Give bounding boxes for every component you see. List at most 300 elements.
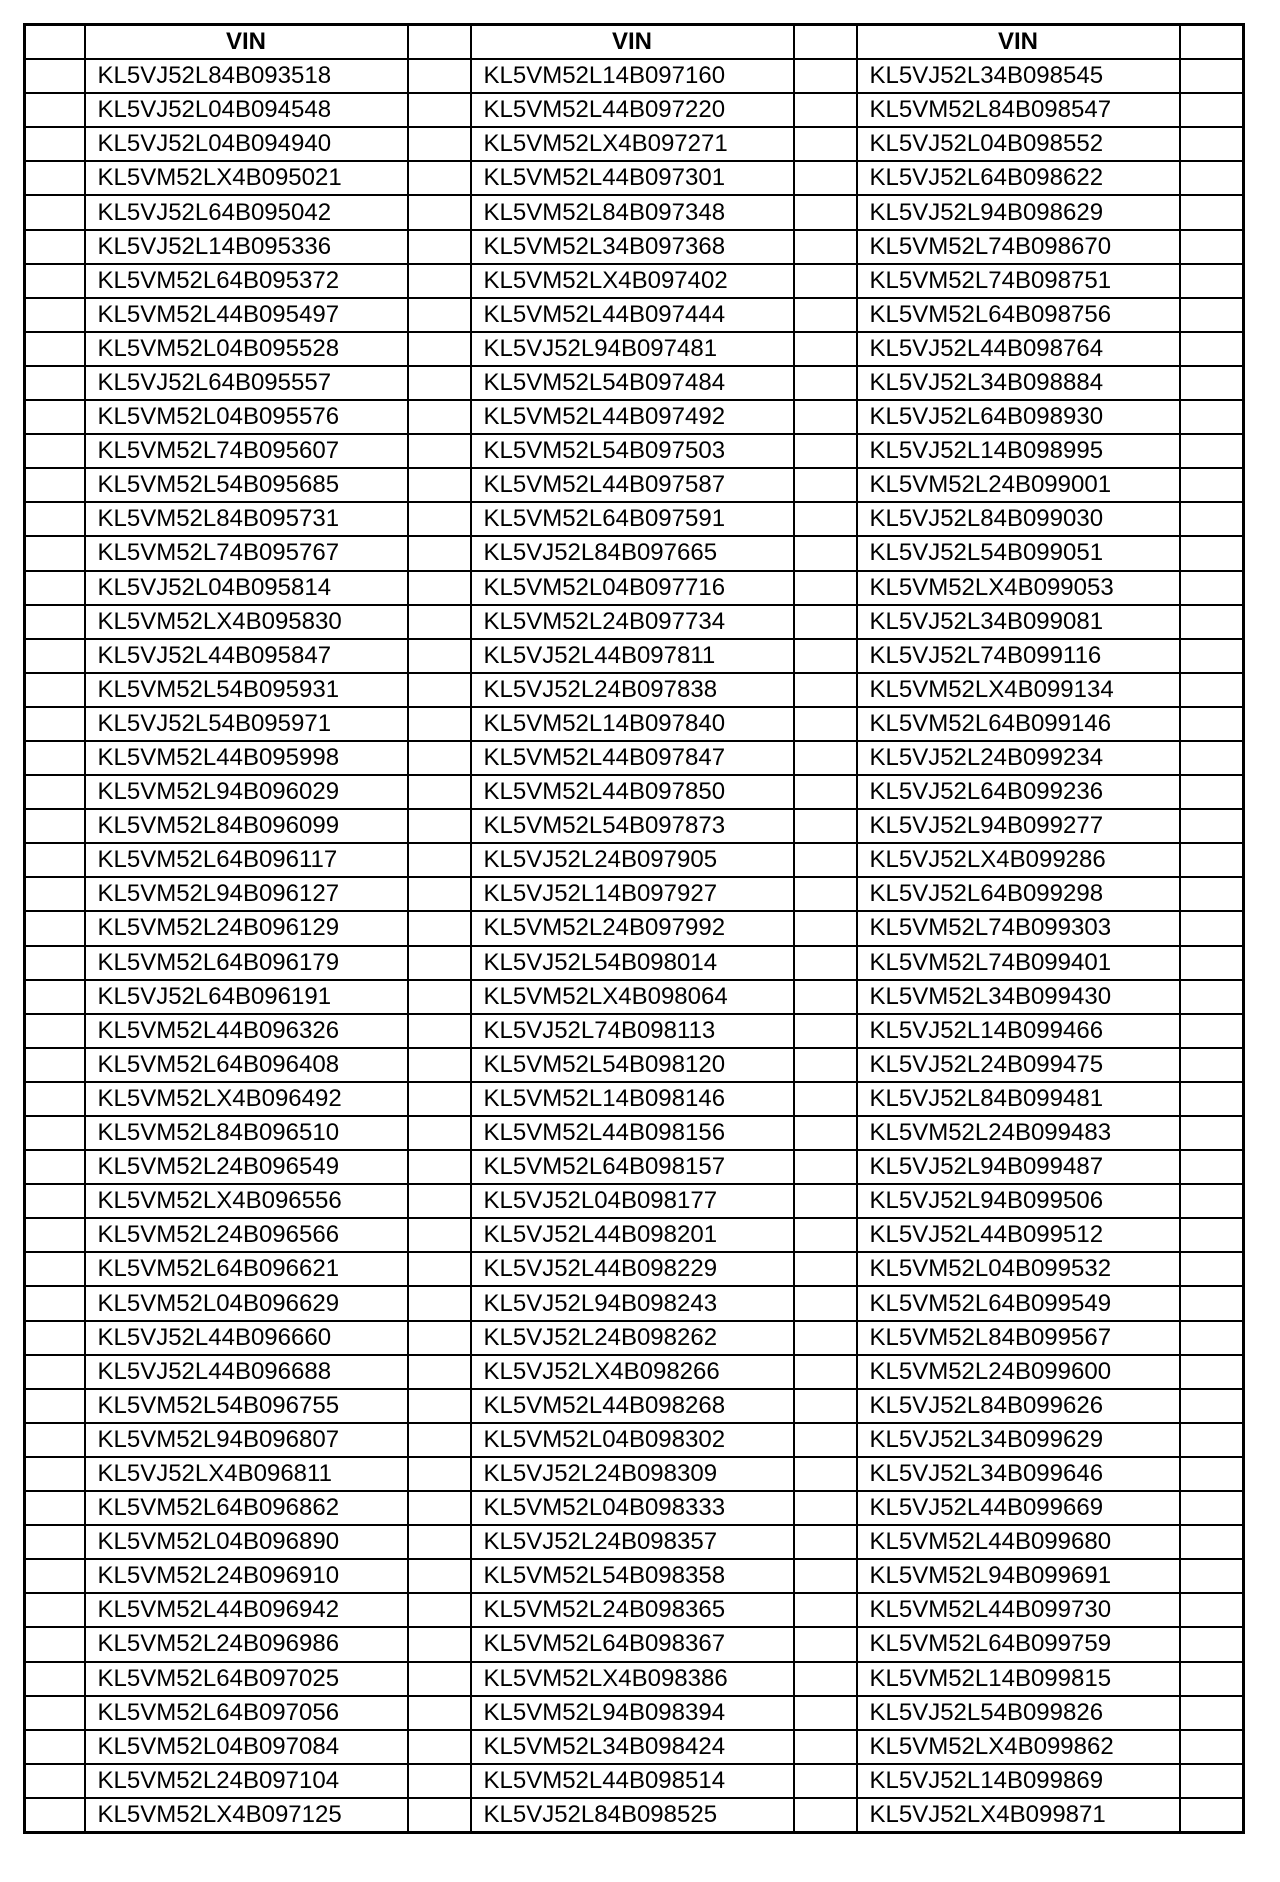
spacer-cell: [794, 775, 857, 809]
vin-cell: KL5VJ52L94B099487: [857, 1150, 1180, 1184]
table-row: [25, 1184, 1244, 1218]
spacer-cell: [408, 741, 471, 775]
spacer-cell: [1180, 264, 1244, 298]
spacer-cell: [408, 1286, 471, 1320]
spacer-cell: [794, 1457, 857, 1491]
vin-cell: KL5VJ52L64B096191: [85, 980, 408, 1014]
table-row: [25, 195, 1244, 229]
table-row: [25, 1730, 1244, 1764]
spacer-cell: [1180, 1252, 1244, 1286]
spacer-cell: [794, 1116, 857, 1150]
spacer-cell: [1180, 536, 1244, 570]
vin-cell: KL5VJ52L94B097481: [471, 332, 794, 366]
vin-cell: KL5VJ52L04B095814: [85, 571, 408, 605]
table-row: [25, 1457, 1244, 1491]
spacer-cell: [794, 1184, 857, 1218]
vin-cell: KL5VJ52L44B096660: [85, 1321, 408, 1355]
spacer-cell: [25, 1764, 85, 1798]
spacer-cell: [794, 25, 857, 60]
spacer-cell: [1180, 1321, 1244, 1355]
vin-cell: KL5VM52L74B098670: [857, 230, 1180, 264]
spacer-cell: [794, 93, 857, 127]
vin-cell: KL5VJ52L94B099277: [857, 809, 1180, 843]
vin-cell: KL5VM52L44B097301: [471, 161, 794, 195]
spacer-cell: [408, 400, 471, 434]
spacer-cell: [1180, 400, 1244, 434]
spacer-cell: [408, 1355, 471, 1389]
table-row: [25, 1014, 1244, 1048]
spacer-cell: [1180, 1048, 1244, 1082]
spacer-cell: [794, 1525, 857, 1559]
vin-cell: KL5VM52L04B095576: [85, 400, 408, 434]
spacer-cell: [408, 332, 471, 366]
table-row: [25, 741, 1244, 775]
table-row: [25, 332, 1244, 366]
vin-cell: KL5VM52L84B096099: [85, 809, 408, 843]
table-row: [25, 161, 1244, 195]
table-row: [25, 1662, 1244, 1696]
spacer-cell: [1180, 571, 1244, 605]
spacer-cell: [408, 707, 471, 741]
spacer-cell: [25, 1525, 85, 1559]
vin-cell: KL5VM52L44B099680: [857, 1525, 1180, 1559]
vin-cell: KL5VM52L24B097104: [85, 1764, 408, 1798]
spacer-cell: [25, 1116, 85, 1150]
vin-cell: KL5VM52L44B097587: [471, 468, 794, 502]
spacer-cell: [794, 1389, 857, 1423]
spacer-cell: [25, 1218, 85, 1252]
table-row: [25, 673, 1244, 707]
vin-cell: KL5VJ52L44B095847: [85, 639, 408, 673]
spacer-cell: [794, 264, 857, 298]
vin-cell: KL5VM52L14B098146: [471, 1082, 794, 1116]
vin-cell: KL5VM52L24B096566: [85, 1218, 408, 1252]
spacer-cell: [1180, 809, 1244, 843]
table-row: [25, 1286, 1244, 1320]
spacer-cell: [25, 434, 85, 468]
spacer-cell: [1180, 605, 1244, 639]
vin-cell: KL5VM52L24B099001: [857, 468, 1180, 502]
spacer-cell: [25, 741, 85, 775]
vin-cell: KL5VM52L64B099549: [857, 1286, 1180, 1320]
vin-cell: KL5VJ52L34B099629: [857, 1423, 1180, 1457]
vin-cell: KL5VM52L44B098156: [471, 1116, 794, 1150]
vin-cell: KL5VM52L24B097992: [471, 911, 794, 945]
table-row: [25, 1082, 1244, 1116]
vin-cell: KL5VJ52LX4B098266: [471, 1355, 794, 1389]
spacer-cell: [408, 502, 471, 536]
vin-cell: KL5VJ52L44B098229: [471, 1252, 794, 1286]
spacer-cell: [25, 1014, 85, 1048]
spacer-cell: [1180, 946, 1244, 980]
spacer-cell: [794, 1764, 857, 1798]
spacer-cell: [1180, 741, 1244, 775]
vin-cell: KL5VM52L24B098365: [471, 1593, 794, 1627]
spacer-cell: [1180, 502, 1244, 536]
vin-cell: KL5VM52LX4B095021: [85, 161, 408, 195]
spacer-cell: [794, 1286, 857, 1320]
spacer-cell: [794, 1662, 857, 1696]
spacer-cell: [1180, 673, 1244, 707]
vin-cell: KL5VJ52L24B099475: [857, 1048, 1180, 1082]
vin-cell: KL5VM52L94B096127: [85, 877, 408, 911]
spacer-cell: [408, 1252, 471, 1286]
table-row: [25, 1355, 1244, 1389]
spacer-cell: [1180, 1559, 1244, 1593]
spacer-cell: [408, 366, 471, 400]
vin-cell: KL5VJ52L84B097665: [471, 536, 794, 570]
vin-cell: KL5VJ52L84B098525: [471, 1798, 794, 1833]
spacer-cell: [1180, 1184, 1244, 1218]
spacer-cell: [794, 877, 857, 911]
vin-cell: KL5VJ52L24B098357: [471, 1525, 794, 1559]
spacer-cell: [25, 298, 85, 332]
spacer-cell: [25, 1355, 85, 1389]
spacer-cell: [1180, 980, 1244, 1014]
table-row: [25, 1764, 1244, 1798]
spacer-cell: [408, 1218, 471, 1252]
spacer-cell: [1180, 1355, 1244, 1389]
vin-cell: KL5VJ52L64B095557: [85, 366, 408, 400]
table-row: [25, 1559, 1244, 1593]
spacer-cell: [1180, 1286, 1244, 1320]
spacer-cell: [794, 434, 857, 468]
vin-cell: KL5VJ52L44B096688: [85, 1355, 408, 1389]
spacer-cell: [25, 639, 85, 673]
spacer-cell: [1180, 93, 1244, 127]
spacer-cell: [794, 468, 857, 502]
vin-cell: KL5VM52LX4B096492: [85, 1082, 408, 1116]
vin-cell: KL5VM52L24B096910: [85, 1559, 408, 1593]
vin-cell: KL5VM52L74B095607: [85, 434, 408, 468]
spacer-cell: [408, 434, 471, 468]
vin-cell: KL5VM52L24B099600: [857, 1355, 1180, 1389]
table-row: [25, 1423, 1244, 1457]
table-row: [25, 400, 1244, 434]
spacer-cell: [408, 93, 471, 127]
vin-cell: KL5VJ52LX4B099286: [857, 843, 1180, 877]
spacer-cell: [25, 1389, 85, 1423]
table-row: [25, 59, 1244, 93]
vin-cell: KL5VM52L04B099532: [857, 1252, 1180, 1286]
spacer-cell: [25, 946, 85, 980]
spacer-cell: [1180, 25, 1244, 60]
vin-cell: KL5VM52L44B099730: [857, 1593, 1180, 1627]
vin-cell: KL5VJ52L34B098884: [857, 366, 1180, 400]
vin-cell: KL5VM52L04B095528: [85, 332, 408, 366]
vin-cell: KL5VJ52L54B095971: [85, 707, 408, 741]
spacer-cell: [25, 1730, 85, 1764]
spacer-cell: [408, 1730, 471, 1764]
spacer-cell: [794, 1798, 857, 1833]
spacer-cell: [794, 1150, 857, 1184]
vin-table-body: [25, 59, 1244, 1832]
vin-cell: KL5VJ52L84B093518: [85, 59, 408, 93]
vin-cell: KL5VM52L74B099303: [857, 911, 1180, 945]
spacer-cell: [25, 195, 85, 229]
spacer-cell: [408, 946, 471, 980]
spacer-cell: [1180, 230, 1244, 264]
vin-cell: KL5VM52L44B098268: [471, 1389, 794, 1423]
spacer-cell: [794, 980, 857, 1014]
vin-cell: KL5VM52L24B099483: [857, 1116, 1180, 1150]
spacer-cell: [1180, 161, 1244, 195]
vin-cell: KL5VM52L84B095731: [85, 502, 408, 536]
spacer-cell: [794, 639, 857, 673]
spacer-cell: [794, 536, 857, 570]
vin-cell: KL5VM52L64B097056: [85, 1696, 408, 1730]
vin-cell: KL5VM52L04B098302: [471, 1423, 794, 1457]
vin-cell: KL5VM52L64B097025: [85, 1662, 408, 1696]
spacer-cell: [1180, 468, 1244, 502]
spacer-cell: [1180, 775, 1244, 809]
vin-cell: KL5VM52L14B097840: [471, 707, 794, 741]
vin-cell: KL5VM52L04B098333: [471, 1491, 794, 1525]
column-header-vin-1: VIN: [85, 25, 408, 60]
vin-cell: KL5VM52LX4B098064: [471, 980, 794, 1014]
spacer-cell: [794, 332, 857, 366]
table-row: [25, 1525, 1244, 1559]
vin-cell: KL5VM52L04B096629: [85, 1286, 408, 1320]
spacer-cell: [1180, 1764, 1244, 1798]
table-row: [25, 1798, 1244, 1833]
table-row: [25, 1593, 1244, 1627]
spacer-cell: [794, 1696, 857, 1730]
spacer-cell: [1180, 1218, 1244, 1252]
table-row: [25, 434, 1244, 468]
spacer-cell: [408, 673, 471, 707]
spacer-cell: [408, 1457, 471, 1491]
table-row: [25, 536, 1244, 570]
spacer-cell: [794, 707, 857, 741]
spacer-cell: [408, 775, 471, 809]
table-row: [25, 366, 1244, 400]
spacer-cell: [1180, 1389, 1244, 1423]
spacer-cell: [25, 1696, 85, 1730]
spacer-cell: [25, 59, 85, 93]
vin-cell: KL5VM52L84B098547: [857, 93, 1180, 127]
spacer-cell: [25, 332, 85, 366]
spacer-cell: [408, 605, 471, 639]
column-header-vin-3: VIN: [857, 25, 1180, 60]
spacer-cell: [1180, 127, 1244, 161]
vin-cell: KL5VM52LX4B095830: [85, 605, 408, 639]
vin-cell: KL5VM52L44B096326: [85, 1014, 408, 1048]
spacer-cell: [1180, 911, 1244, 945]
spacer-cell: [1180, 1662, 1244, 1696]
spacer-cell: [794, 809, 857, 843]
vin-cell: KL5VM52L44B097220: [471, 93, 794, 127]
table-row: [25, 502, 1244, 536]
spacer-cell: [25, 1150, 85, 1184]
vin-cell: KL5VM52L64B099759: [857, 1627, 1180, 1661]
vin-cell: KL5VJ52L24B098309: [471, 1457, 794, 1491]
spacer-cell: [25, 911, 85, 945]
spacer-cell: [25, 775, 85, 809]
vin-cell: KL5VM52L84B096510: [85, 1116, 408, 1150]
vin-cell: KL5VM52LX4B099134: [857, 673, 1180, 707]
vin-cell: KL5VM52L34B099430: [857, 980, 1180, 1014]
spacer-cell: [25, 1184, 85, 1218]
vin-cell: KL5VM52L14B099815: [857, 1662, 1180, 1696]
vin-cell: KL5VM52L64B099146: [857, 707, 1180, 741]
spacer-cell: [794, 1559, 857, 1593]
table-row: [25, 877, 1244, 911]
spacer-cell: [25, 536, 85, 570]
spacer-cell: [25, 843, 85, 877]
spacer-cell: [794, 1355, 857, 1389]
table-row: [25, 1048, 1244, 1082]
vin-cell: KL5VM52L44B097850: [471, 775, 794, 809]
spacer-cell: [25, 400, 85, 434]
vin-cell: KL5VM52L24B096129: [85, 911, 408, 945]
vin-cell: KL5VM52L34B097368: [471, 230, 794, 264]
vin-cell: KL5VJ52L14B095336: [85, 230, 408, 264]
spacer-cell: [1180, 1798, 1244, 1833]
spacer-cell: [1180, 639, 1244, 673]
vin-cell: KL5VM52L44B098514: [471, 1764, 794, 1798]
table-row: [25, 298, 1244, 332]
vin-cell: KL5VM52L54B098358: [471, 1559, 794, 1593]
spacer-cell: [408, 1491, 471, 1525]
spacer-cell: [408, 127, 471, 161]
spacer-cell: [408, 536, 471, 570]
vin-cell: KL5VJ52L14B098995: [857, 434, 1180, 468]
vin-cell: KL5VJ52L44B098201: [471, 1218, 794, 1252]
table-row: [25, 1116, 1244, 1150]
vin-cell: KL5VM52L74B098751: [857, 264, 1180, 298]
spacer-cell: [408, 1389, 471, 1423]
vin-cell: KL5VM52L74B099401: [857, 946, 1180, 980]
vin-cell: KL5VM52LX4B097271: [471, 127, 794, 161]
spacer-cell: [408, 298, 471, 332]
vin-cell: KL5VM52L54B097503: [471, 434, 794, 468]
vin-cell: KL5VJ52L94B098629: [857, 195, 1180, 229]
vin-cell: KL5VJ52L94B098243: [471, 1286, 794, 1320]
spacer-cell: [408, 1559, 471, 1593]
spacer-cell: [1180, 1423, 1244, 1457]
spacer-cell: [408, 1525, 471, 1559]
vin-cell: KL5VM52L64B095372: [85, 264, 408, 298]
spacer-cell: [25, 1662, 85, 1696]
spacer-cell: [794, 366, 857, 400]
vin-cell: KL5VM52LX4B098386: [471, 1662, 794, 1696]
spacer-cell: [25, 1491, 85, 1525]
vin-cell: KL5VM52LX4B099053: [857, 571, 1180, 605]
spacer-cell: [794, 911, 857, 945]
spacer-cell: [408, 1696, 471, 1730]
spacer-cell: [25, 605, 85, 639]
vin-cell: KL5VJ52L14B097927: [471, 877, 794, 911]
table-header-row: [25, 25, 1244, 60]
table-row: [25, 1491, 1244, 1525]
spacer-cell: [25, 673, 85, 707]
vin-cell: KL5VJ52L04B098552: [857, 127, 1180, 161]
vin-cell: KL5VM52LX4B097125: [85, 1798, 408, 1833]
table-row: [25, 639, 1244, 673]
spacer-cell: [408, 980, 471, 1014]
spacer-cell: [794, 605, 857, 639]
spacer-cell: [1180, 1116, 1244, 1150]
spacer-cell: [1180, 707, 1244, 741]
spacer-cell: [794, 843, 857, 877]
spacer-cell: [408, 1014, 471, 1048]
spacer-cell: [408, 1321, 471, 1355]
vin-cell: KL5VM52L94B096807: [85, 1423, 408, 1457]
table-row: [25, 230, 1244, 264]
spacer-cell: [25, 571, 85, 605]
vin-cell: KL5VM52L74B095767: [85, 536, 408, 570]
vin-cell: KL5VJ52L04B098177: [471, 1184, 794, 1218]
vin-cell: KL5VM52L14B097160: [471, 59, 794, 93]
spacer-cell: [794, 400, 857, 434]
spacer-cell: [25, 1457, 85, 1491]
table-row: [25, 1252, 1244, 1286]
spacer-cell: [25, 1423, 85, 1457]
vin-cell: KL5VJ52L74B098113: [471, 1014, 794, 1048]
spacer-cell: [1180, 1082, 1244, 1116]
vin-cell: KL5VJ52L64B098622: [857, 161, 1180, 195]
spacer-cell: [1180, 877, 1244, 911]
table-row: [25, 911, 1244, 945]
vin-cell: KL5VM52L64B096179: [85, 946, 408, 980]
spacer-cell: [1180, 1491, 1244, 1525]
vin-cell: KL5VJ52L84B099030: [857, 502, 1180, 536]
spacer-cell: [408, 1082, 471, 1116]
spacer-cell: [25, 1559, 85, 1593]
vin-cell: KL5VM52LX4B096556: [85, 1184, 408, 1218]
spacer-cell: [408, 911, 471, 945]
vin-cell: KL5VM52L54B095685: [85, 468, 408, 502]
vin-cell: KL5VM52L54B097484: [471, 366, 794, 400]
spacer-cell: [794, 1252, 857, 1286]
vin-cell: KL5VM52L64B096862: [85, 1491, 408, 1525]
column-header-vin-2: VIN: [471, 25, 794, 60]
vin-cell: KL5VJ52L94B099506: [857, 1184, 1180, 1218]
spacer-cell: [794, 161, 857, 195]
spacer-cell: [25, 707, 85, 741]
vin-cell: KL5VJ52L24B097905: [471, 843, 794, 877]
spacer-cell: [25, 264, 85, 298]
vin-cell: KL5VJ52L24B097838: [471, 673, 794, 707]
vin-cell: KL5VM52L04B097716: [471, 571, 794, 605]
table-row: [25, 1218, 1244, 1252]
spacer-cell: [408, 571, 471, 605]
vin-cell: KL5VM52L64B097591: [471, 502, 794, 536]
spacer-cell: [794, 1014, 857, 1048]
table-row: [25, 1321, 1244, 1355]
table-row: [25, 843, 1244, 877]
vin-cell: KL5VJ52L54B099051: [857, 536, 1180, 570]
vin-cell: KL5VJ52L54B098014: [471, 946, 794, 980]
vin-table: [23, 23, 1245, 1834]
spacer-cell: [794, 1082, 857, 1116]
spacer-cell: [794, 195, 857, 229]
vin-cell: KL5VJ52LX4B096811: [85, 1457, 408, 1491]
spacer-cell: [25, 809, 85, 843]
spacer-cell: [25, 1286, 85, 1320]
vin-cell: KL5VM52L94B098394: [471, 1696, 794, 1730]
vin-cell: KL5VJ52L24B099234: [857, 741, 1180, 775]
vin-cell: KL5VM52L44B097492: [471, 400, 794, 434]
table-row: [25, 980, 1244, 1014]
table-row: [25, 1389, 1244, 1423]
vin-cell: KL5VM52L44B095998: [85, 741, 408, 775]
spacer-cell: [25, 502, 85, 536]
vin-cell: KL5VM52L54B097873: [471, 809, 794, 843]
table-row: [25, 707, 1244, 741]
spacer-cell: [794, 1423, 857, 1457]
